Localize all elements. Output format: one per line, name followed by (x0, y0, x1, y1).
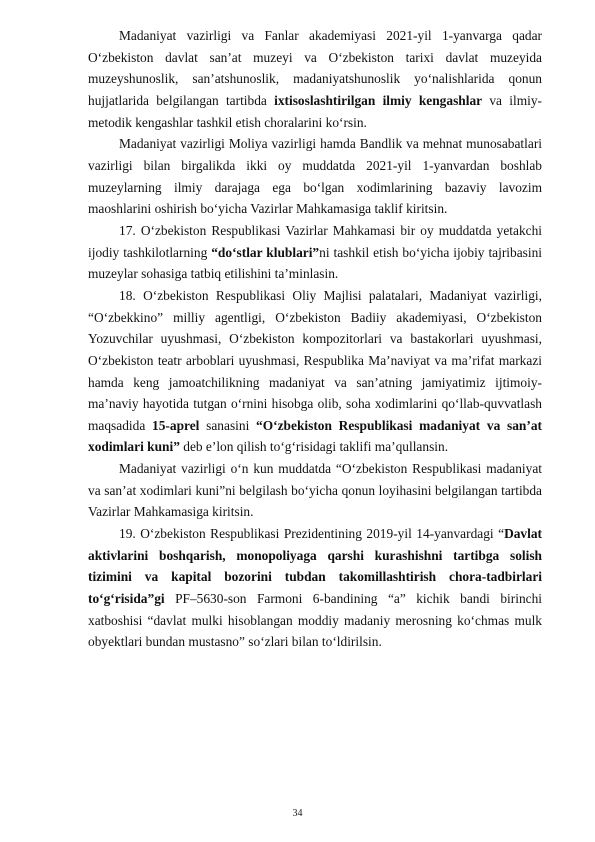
bold-text-run: 15-aprel (152, 417, 200, 433)
text-run: PF–5630-son Farmoni 6-bandining “a” kichik bandi birinchi xatboshisi “davlat mulki hisoblangan moddiy madaniy merosning ko‘chmas mulk obyektlari bundan mustasno” so‘zlari bilan to‘ldirilsin. (88, 591, 542, 650)
text-run: deb e’lon qilish to‘g‘risidagi taklifi ma’qullansin. (179, 439, 449, 455)
paragraph (88, 458, 542, 523)
bold-text-run: ixtisoslashtirilgan ilmiy kengashlar (274, 92, 483, 108)
text-run: Madaniyat vazirligi Moliya vazirligi hamda Bandlik va mehnat munosabatlari vazirligi bilan birgalikda ikki oy muddatda 2021-yil 1-yanvardan boshlab muzeylarning ilmiy darajaga ega bo‘lgan xodimlarining bazaviy lavozim maoshlarini oshirish bo‘yicha Vazirlar Mahkamasiga taklif kiritsin. (88, 136, 542, 217)
text-run: va ilmiy-metodik kengashlar tashkil etish choralarini ko‘rsin. (88, 92, 542, 130)
text-run: sanasini (199, 417, 257, 433)
text-run: 18. O‘zbekiston Respublikasi Oliy Majlisi palatalari, Madaniyat vazirligi, “O‘zbekkino” milliy agentligi, O‘zbekiston Badiiy akademiyasi, O‘zbekiston Yozuvchilar uyushmasi, O‘zbekiston kompozitorlari va bastakorlari uyushmasi, O‘zbekiston teatr arboblari uyushmasi, Respublika Ma’naviyat va ma’rifat markazi hamda keng jamoatchilikning madaniyat va san’atning jamiyatimiz ijtimoiy-ma’naviy hayotida tutgan o‘rnini hisobga olib, soha xodimlarini qo‘llab-quvvatlash maqsadida (88, 287, 542, 433)
text-run: Madaniyat vazirligi va Fanlar akademiyasi 2021-yil 1-yanvarga qadar O‘zbekiston davlat san’at muzeyi va O‘zbekiston tarixi davlat muzeyida muzeyshunoslik, san’atshunoslik, madaniyatshunoslik yo‘nalishlarida qonun hujjatlarida belgilangan tartibda (88, 28, 542, 108)
bold-text-run: Davlat aktivlarini boshqarish, monopoliyaga qarshi kurashishni tartibga solish tizimini va kapital bozorini tubdan takomillashtirish chora-tadbirlari to‘g‘risida”gi (88, 526, 542, 607)
page-number: 34 (292, 808, 303, 819)
text-run: 17. O‘zbekiston Respublikasi Vazirlar Mahkamasi bir oy muddatda yetakchi ijodiy tashkilotlarning (88, 222, 542, 260)
body-text (88, 25, 542, 653)
text-run: ni tashkil etish bo‘yicha ijobiy tajribasini muzeylar sohasiga tatbiq etilishini ta’minlasin. (88, 244, 542, 282)
paragraph (88, 220, 542, 285)
bold-text-run: “O‘zbekiston Respublikasi madaniyat va san’at xodimlari kuni” (88, 417, 542, 455)
paragraph (88, 285, 542, 458)
text-run: Madaniyat vazirligi o‘n kun muddatda “O‘zbekiston Respublikasi madaniyat va san’at xodimlari kuni”ni belgilash bo‘yicha qonun loyihasini belgilangan tartibda Vazirlar Mahkamasiga kiritsin. (88, 461, 542, 520)
text-run: 19. O‘zbekiston Respublikasi Prezidentining 2019-yil 14-yanvardagi “ (119, 526, 505, 542)
paragraph (88, 25, 542, 133)
paragraph (88, 523, 542, 653)
bold-text-run: “do‘stlar klublari” (211, 244, 320, 260)
paragraph (88, 133, 542, 220)
